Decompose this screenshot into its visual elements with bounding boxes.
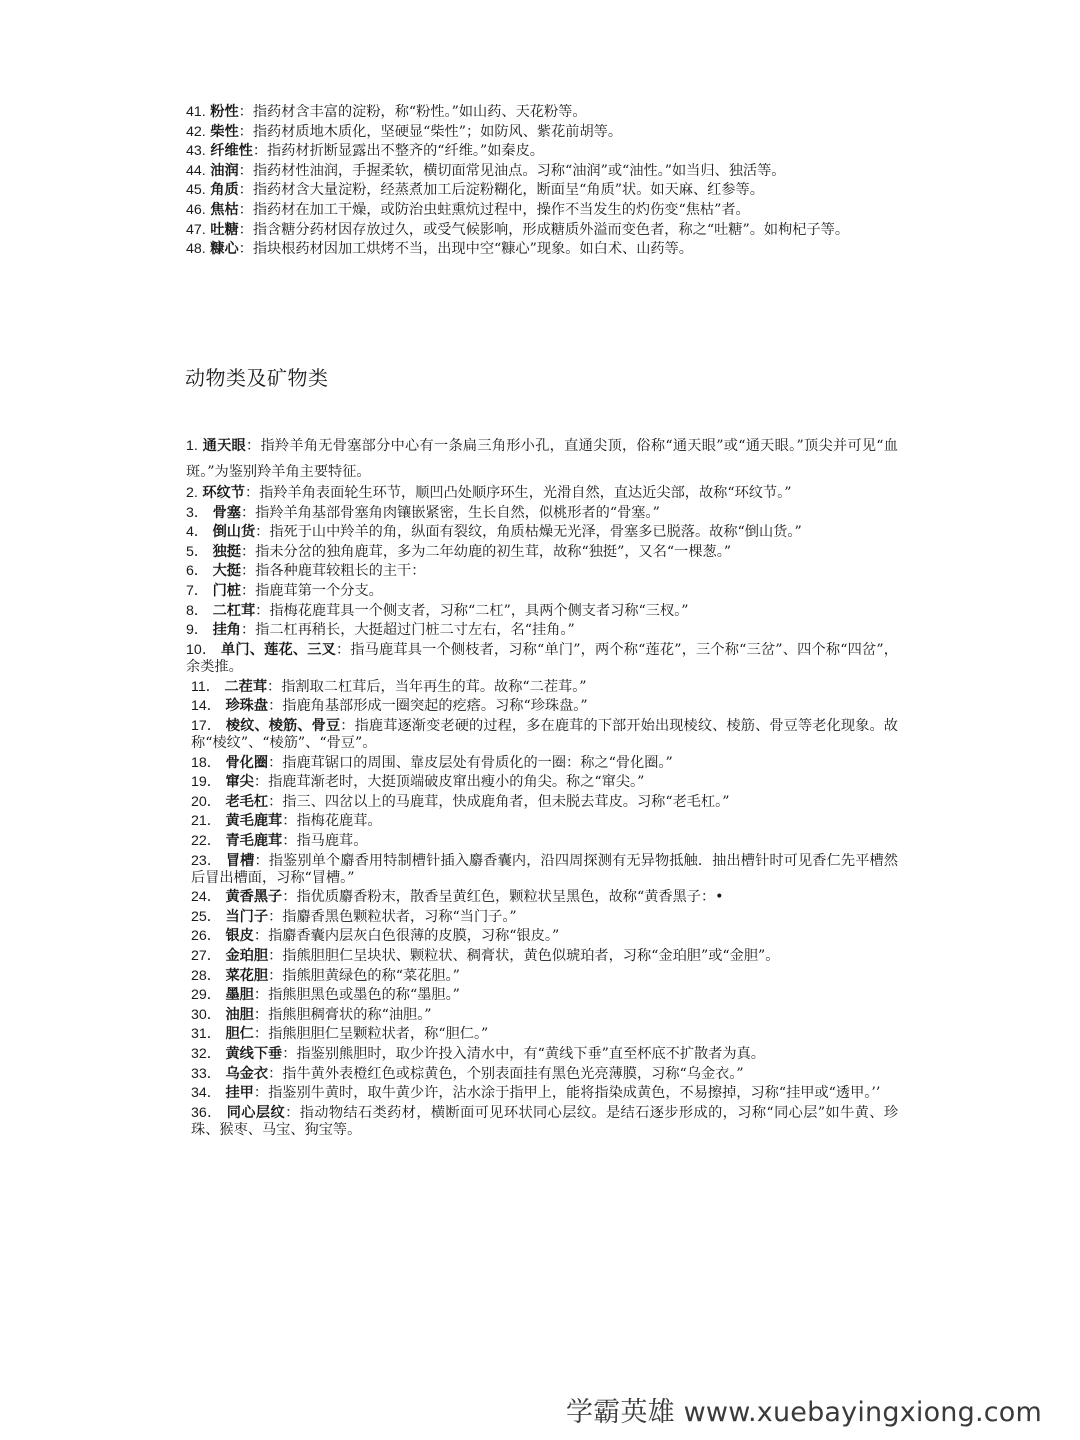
entry-term: 纤维性 bbox=[210, 143, 253, 160]
glossary-entry bbox=[186, 1007, 898, 1024]
glossary-entry bbox=[186, 1105, 898, 1139]
entry-term: 倒山货 bbox=[212, 524, 256, 541]
entry-definition: ：指药材性油润，手握柔软，横切面常见油点。习称“油润”或“油性。”如当归、独活等。 bbox=[238, 162, 786, 179]
entry-number: 4． bbox=[186, 524, 209, 541]
glossary-entry bbox=[186, 143, 898, 160]
entry-definition: ：指熊胆胆仁呈块状、颗粒状、稠膏状，黄色似琥珀者，习称“金珀胆”或“金胆”。 bbox=[268, 948, 780, 965]
glossary-entry bbox=[186, 853, 898, 887]
glossary-entry bbox=[186, 505, 898, 522]
entry-number: 2. bbox=[186, 485, 198, 501]
entry-number: 17． bbox=[191, 717, 222, 734]
entry-term: 大挺 bbox=[212, 563, 241, 580]
entry-number: 42. bbox=[186, 123, 206, 140]
entry-number: 44. bbox=[186, 162, 206, 179]
entry-term: 墨胆 bbox=[225, 987, 254, 1004]
entry-term: 黄毛鹿茸 bbox=[225, 813, 283, 830]
entry-term: 棱纹、棱筋、骨豆 bbox=[225, 717, 341, 734]
glossary-entry bbox=[186, 642, 898, 676]
entry-term: 黄香黑子 bbox=[225, 889, 283, 906]
entry-term: 二茬茸 bbox=[224, 678, 268, 695]
glossary-entry bbox=[186, 104, 898, 121]
glossary-entry bbox=[186, 679, 898, 696]
glossary-entry bbox=[186, 718, 898, 752]
animal-terms-list bbox=[186, 433, 898, 1142]
entry-term: 老毛杠 bbox=[225, 793, 269, 810]
entry-term: 糠心 bbox=[210, 241, 239, 258]
entry-term: 黄线下垂 bbox=[225, 1046, 283, 1063]
entry-number: 11． bbox=[191, 678, 220, 695]
entry-number: 36． bbox=[191, 1104, 222, 1121]
entry-definition: ：指药材含丰富的淀粉，称“粉性。”如山药、天花粉等。 bbox=[238, 104, 587, 120]
glossary-entry bbox=[186, 524, 898, 541]
entry-definition: ：指羚羊角表面轮生环节，顺凹凸处顺序环生，光滑自然，直达近尖部，故称“环纹节。” bbox=[244, 485, 792, 501]
glossary-entry bbox=[186, 485, 898, 502]
entry-term: 焦枯 bbox=[210, 201, 239, 218]
glossary-entry bbox=[186, 622, 898, 639]
glossary-entry bbox=[186, 1026, 898, 1043]
entry-number: 10． bbox=[186, 641, 217, 658]
glossary-entry bbox=[186, 433, 898, 485]
entry-number: 47. bbox=[186, 221, 206, 238]
glossary-entry bbox=[186, 202, 898, 219]
entry-term: 胆仁 bbox=[225, 1026, 254, 1043]
entry-term: 角质 bbox=[210, 182, 239, 199]
entry-definition: ：指鹿角基部形成一圈突起的疙瘩。习称“珍珠盘。” bbox=[268, 698, 588, 715]
entry-number: 26． bbox=[191, 928, 221, 945]
entry-definition: ：指各种鹿茸较粗长的主干： bbox=[240, 563, 426, 580]
section-heading: 动物类及矿物类 bbox=[185, 366, 329, 390]
glossary-entry bbox=[186, 1046, 898, 1063]
entry-number: 27． bbox=[191, 948, 221, 965]
entry-number: 32． bbox=[191, 1046, 221, 1063]
glossary-entry bbox=[186, 603, 898, 620]
glossary-entry bbox=[186, 698, 898, 715]
entry-term: 门桩 bbox=[212, 582, 241, 599]
entry-number: 43. bbox=[186, 143, 206, 160]
entry-number: 23． bbox=[191, 852, 222, 869]
entry-number: 3． bbox=[186, 504, 209, 521]
entry-term: 青毛鹿茸 bbox=[225, 832, 283, 849]
glossary-entry bbox=[186, 928, 898, 945]
glossary-entry bbox=[186, 889, 898, 906]
entry-definition: ：指割取二杠茸后，当年再生的茸。故称“二茬茸。” bbox=[267, 678, 587, 695]
entry-definition: ：指熊胆黑色或墨色的称“墨胆。” bbox=[253, 987, 460, 1004]
glossary-entry bbox=[186, 163, 898, 180]
glossary-entry bbox=[186, 124, 898, 141]
entry-number: 25． bbox=[191, 908, 221, 925]
entry-number: 6． bbox=[186, 563, 209, 580]
entry-definition: ：指马鹿茸。 bbox=[282, 832, 368, 849]
entry-definition: ：指羚羊角基部骨塞角肉镶嵌紧密，生长自然，似桃形者的“骨塞。” bbox=[240, 504, 660, 521]
glossary-entry bbox=[186, 909, 898, 926]
glossary-entry bbox=[186, 241, 898, 258]
entry-definition: ：指熊胆稠膏状的称“油胆。” bbox=[253, 1006, 432, 1023]
entry-definition: ：指麝香黑色颗粒状者，习称“当门子。” bbox=[268, 908, 517, 925]
entry-definition: ：指麝香囊内层灰白色很薄的皮膜，习称“银皮。” bbox=[253, 928, 560, 945]
entry-definition: ：指熊胆胆仁呈颗粒状者，称“胆仁。” bbox=[253, 1026, 489, 1043]
entry-term: 珍珠盘 bbox=[225, 698, 269, 715]
entry-number: 41. bbox=[186, 104, 206, 120]
entry-definition: ：指牛黄外表橙红色或棕黄色，个别表面挂有黑色光亮薄膜，习称“乌金衣。” bbox=[268, 1065, 744, 1082]
entry-definition: ：指鉴别熊胆时，取少许投入清水中，有“黄线下垂”直至杯底不扩散者为真。 bbox=[282, 1046, 765, 1063]
entry-definition: ：指梅花鹿茸。 bbox=[282, 813, 382, 830]
entry-number: 24． bbox=[191, 889, 221, 906]
glossary-entry bbox=[186, 774, 898, 791]
entry-number: 9． bbox=[186, 622, 209, 639]
entry-term: 柴性 bbox=[210, 123, 239, 140]
entry-number: 14． bbox=[191, 698, 221, 715]
entry-term: 金珀胆 bbox=[225, 948, 269, 965]
entry-term: 银皮 bbox=[225, 928, 254, 945]
entry-number: 33． bbox=[191, 1065, 221, 1082]
entry-number: 46. bbox=[186, 201, 206, 218]
entry-number: 19． bbox=[191, 774, 221, 791]
glossary-entry bbox=[186, 833, 898, 850]
entry-definition: ：指鉴别牛黄时，取牛黄少许，沾水涂于指甲上，能将指染成黄色，不易擦掉，习称“挂甲或“透甲。’’ bbox=[253, 1085, 881, 1102]
entry-definition: ：指二杠再稍长，大挺超过门桩二寸左右，名“挂角。” bbox=[240, 622, 575, 639]
entry-term: 环纹节 bbox=[202, 485, 245, 501]
plant-terms-list bbox=[186, 104, 898, 261]
glossary-entry bbox=[186, 222, 898, 239]
entry-definition: ：指熊胆黄绿色的称“菜花胆。” bbox=[268, 967, 460, 984]
glossary-entry bbox=[186, 563, 898, 580]
entry-number: 31． bbox=[191, 1026, 221, 1043]
entry-term: 挂甲 bbox=[225, 1085, 254, 1102]
entry-term: 菜花胆 bbox=[225, 967, 269, 984]
entry-term: 同心层纹 bbox=[226, 1104, 286, 1121]
entry-number: 28． bbox=[191, 967, 221, 984]
entry-definition: ：指鉴别单个麝香用特制槽针插入麝香囊内，沿四周探测有无异物抵触．抽出槽针时可见香仁先平槽然后冒出槽面，习称“冒槽。” bbox=[191, 852, 898, 886]
entry-definition: ：指三、四岔以上的马鹿茸，快成鹿角者，但未脱去茸皮。习称“老毛杠。” bbox=[268, 793, 730, 810]
glossary-entry bbox=[186, 968, 898, 985]
glossary-entry bbox=[186, 1085, 898, 1102]
entry-definition: ：指鹿茸逐渐变老硬的过程，多在鹿茸的下部开始出现棱纹、棱筋、骨豆等老化现象。故称“棱纹”、“棱筋”、“骨豆”。 bbox=[191, 717, 898, 751]
entry-term: 骨化圈 bbox=[225, 754, 269, 771]
glossary-entry bbox=[186, 1066, 898, 1083]
glossary-entry bbox=[186, 583, 898, 600]
entry-number: 20． bbox=[191, 793, 221, 810]
glossary-entry bbox=[186, 813, 898, 830]
glossary-entry bbox=[186, 544, 898, 561]
entry-term: 窜尖 bbox=[225, 774, 254, 791]
entry-term: 油胆 bbox=[225, 1006, 254, 1023]
glossary-entry bbox=[186, 948, 898, 965]
entry-definition: ：指药材含大量淀粉，经蒸煮加工后淀粉糊化，断面呈“角质”状。如天麻、红参等。 bbox=[238, 182, 764, 199]
entry-definition: ：指药材折断显露出不整齐的“纤维。”如秦皮。 bbox=[252, 143, 544, 160]
entry-definition: ：指药材质地木质化，坚硬显“柴性”；如防风、紫花前胡等。 bbox=[238, 123, 623, 140]
entry-number: 48. bbox=[186, 241, 206, 258]
entry-number: 21． bbox=[191, 813, 221, 830]
entry-number: 18． bbox=[191, 754, 221, 771]
entry-definition: ：指块根药材因加工烘烤不当，出现中空“糠心”现象。如白术、山药等。 bbox=[238, 241, 693, 258]
entry-definition: ：指鹿茸锯口的周围、靠皮层处有骨质化的一圈：称之“骨化圈。” bbox=[268, 754, 673, 771]
glossary-entry bbox=[186, 987, 898, 1004]
entry-term: 油润 bbox=[210, 162, 239, 179]
glossary-entry bbox=[186, 755, 898, 772]
entry-definition: ：指马鹿茸具一个侧枝者，习称“单门”，两个称“莲花”，三个称“三岔”、四个称“四岔”，余类推。 bbox=[186, 641, 898, 675]
entry-number: 5． bbox=[186, 543, 209, 560]
entry-definition: ：指药材在加工干燥，或防治虫蛀熏炕过程中，操作不当发生的灼伤变“焦枯”者。 bbox=[238, 201, 750, 218]
entry-definition: ：指梅花鹿茸具一个侧支者，习称“二杠”，具两个侧支者习称“三杈。” bbox=[255, 602, 689, 619]
entry-term: 通天眼 bbox=[202, 438, 247, 454]
entry-term: 乌金衣 bbox=[225, 1065, 269, 1082]
entry-number: 45. bbox=[186, 182, 206, 199]
entry-definition: ：指鹿茸渐老时，大挺顶端破皮窜出瘦小的角尖。称之“窜尖。” bbox=[253, 774, 645, 791]
entry-number: 30． bbox=[191, 1006, 221, 1023]
entry-number: 8． bbox=[186, 602, 209, 619]
entry-term: 单门、莲花、三叉 bbox=[221, 641, 336, 658]
entry-term: 粉性 bbox=[210, 104, 239, 120]
entry-definition: ：指鹿茸第一个分支。 bbox=[240, 582, 383, 599]
entry-definition: ：指优质麝香粉末，散香呈黄红色，颗粒状呈黑色，故称“黄香黑子：• bbox=[282, 889, 724, 906]
entry-term: 独挺 bbox=[212, 543, 241, 560]
entry-number: 22． bbox=[191, 832, 221, 849]
entry-term: 当门子 bbox=[225, 908, 269, 925]
entry-definition: ：指死于山中羚羊的角，纵面有裂纹，角质枯燥无光泽，骨塞多已脱落。故称“倒山货。” bbox=[255, 524, 802, 541]
entry-term: 二杠茸 bbox=[212, 602, 256, 619]
entry-number: 29． bbox=[191, 987, 221, 1004]
entry-term: 吐糖 bbox=[210, 221, 239, 238]
entry-term: 骨塞 bbox=[212, 504, 241, 521]
glossary-entry bbox=[186, 794, 898, 811]
entry-definition: ：指动物结石类药材，横断面可见环状同心层纹。是结石逐步形成的，习称“同心层”如牛黄、珍珠、猴枣、马宝、狗宝等。 bbox=[191, 1104, 899, 1139]
entry-definition: ：指未分岔的独角鹿茸，多为二年幼鹿的初生茸，故称“独挺”，又名“一棵葱。” bbox=[240, 543, 732, 560]
entry-number: 1. bbox=[186, 438, 198, 454]
entry-number: 7． bbox=[186, 582, 209, 599]
entry-term: 挂角 bbox=[212, 622, 241, 639]
entry-number: 34． bbox=[191, 1085, 221, 1102]
glossary-entry bbox=[186, 182, 898, 199]
entry-definition: ：指羚羊角无骨塞部分中心有一条扁三角形小孔，直通尖顶，俗称“通天眼”或“通天眼。”顶尖并可见“血斑。”为鉴别羚羊角主要特征。 bbox=[186, 438, 898, 480]
entry-definition: ：指含糖分药材因存放过久，或受气候影响，形成糖质外溢而变色者，称之“吐糖”。如枸杞子等。 bbox=[238, 221, 850, 238]
site-watermark: 学霸英雄 www.xuebayingxiong.com bbox=[566, 1397, 1042, 1428]
entry-term: 冒槽 bbox=[225, 852, 255, 869]
